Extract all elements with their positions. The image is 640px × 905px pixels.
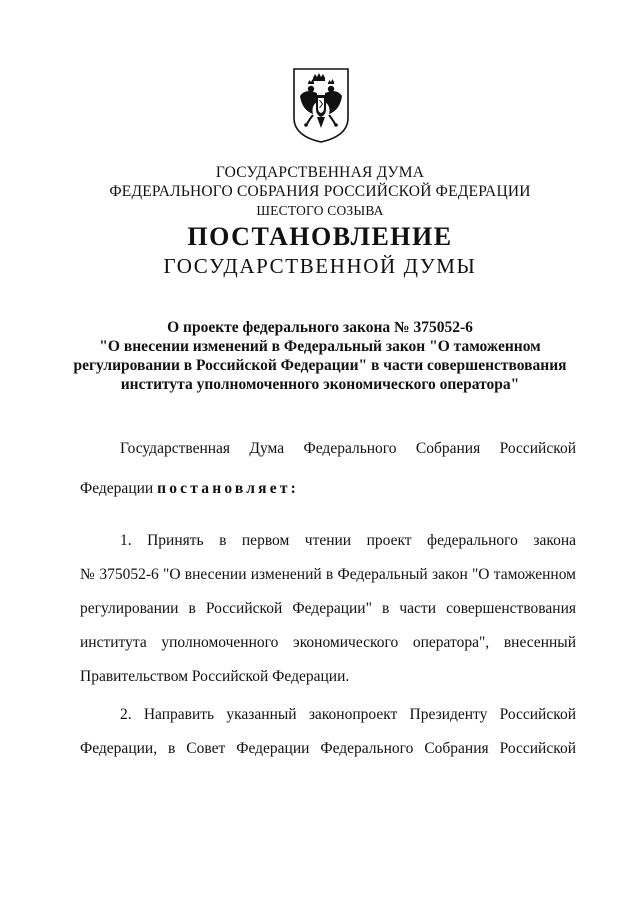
org-line-duma: ГОСУДАРСТВЕННАЯ ДУМА — [215, 164, 425, 181]
item-2-line: Федерации, в Совет Федерации Федерального Собрания Российской — [80, 740, 576, 757]
preamble-line: Государственная Дума Федерального Собрания Российской — [120, 440, 576, 457]
item-1-paragraph — [80, 524, 576, 694]
org-line-federal-assembly: ФЕДЕРАЛЬНОГО СОБРАНИЯ РОССИЙСКОЙ ФЕДЕРАЦИИ — [109, 183, 531, 200]
double-headed-eagle-icon — [291, 66, 351, 144]
item-1-line: регулировании в Российской Федерации" в части совершенствования — [80, 600, 576, 617]
subject-line: "О внесении изменений в Федеральный закон "О таможенном — [99, 338, 541, 355]
item-2-line: 2. Направить указанный законопроект Президенту Российской — [120, 706, 576, 723]
item-1-line: Правительством Российской Федерации. — [80, 668, 350, 685]
org-line-convocation: ШЕСТОГО СОЗЫВА — [256, 203, 384, 218]
item-1-line: 1. Принять в первом чтении проект федерального закона — [120, 532, 576, 549]
organization-heading — [0, 163, 640, 220]
item-2-paragraph — [80, 698, 576, 766]
subject-heading — [60, 318, 580, 394]
preamble-text: Федерации — [80, 480, 158, 497]
preamble-paragraph — [80, 432, 576, 506]
resolves-word: постановляет: — [157, 480, 299, 497]
preamble-line — [80, 472, 576, 506]
document-title: ПОСТАНОВЛЕНИЕ — [187, 222, 453, 251]
subject-line: О проекте федерального закона № 375052-6 — [167, 319, 473, 336]
item-1-line: № 375052-6 "О внесении изменений в Федеральный закон "О таможенном — [80, 566, 576, 583]
coat-of-arms-emblem — [291, 66, 351, 144]
item-1-line: института уполномоченного экономического оператора", внесенный — [80, 634, 576, 651]
subject-line: института уполномоченного экономического оператора" — [120, 376, 520, 393]
subject-line: регулировании в Российской Федерации" в части совершенствования — [73, 357, 567, 374]
document-subtitle: ГОСУДАРСТВЕННОЙ ДУМЫ — [163, 254, 477, 278]
